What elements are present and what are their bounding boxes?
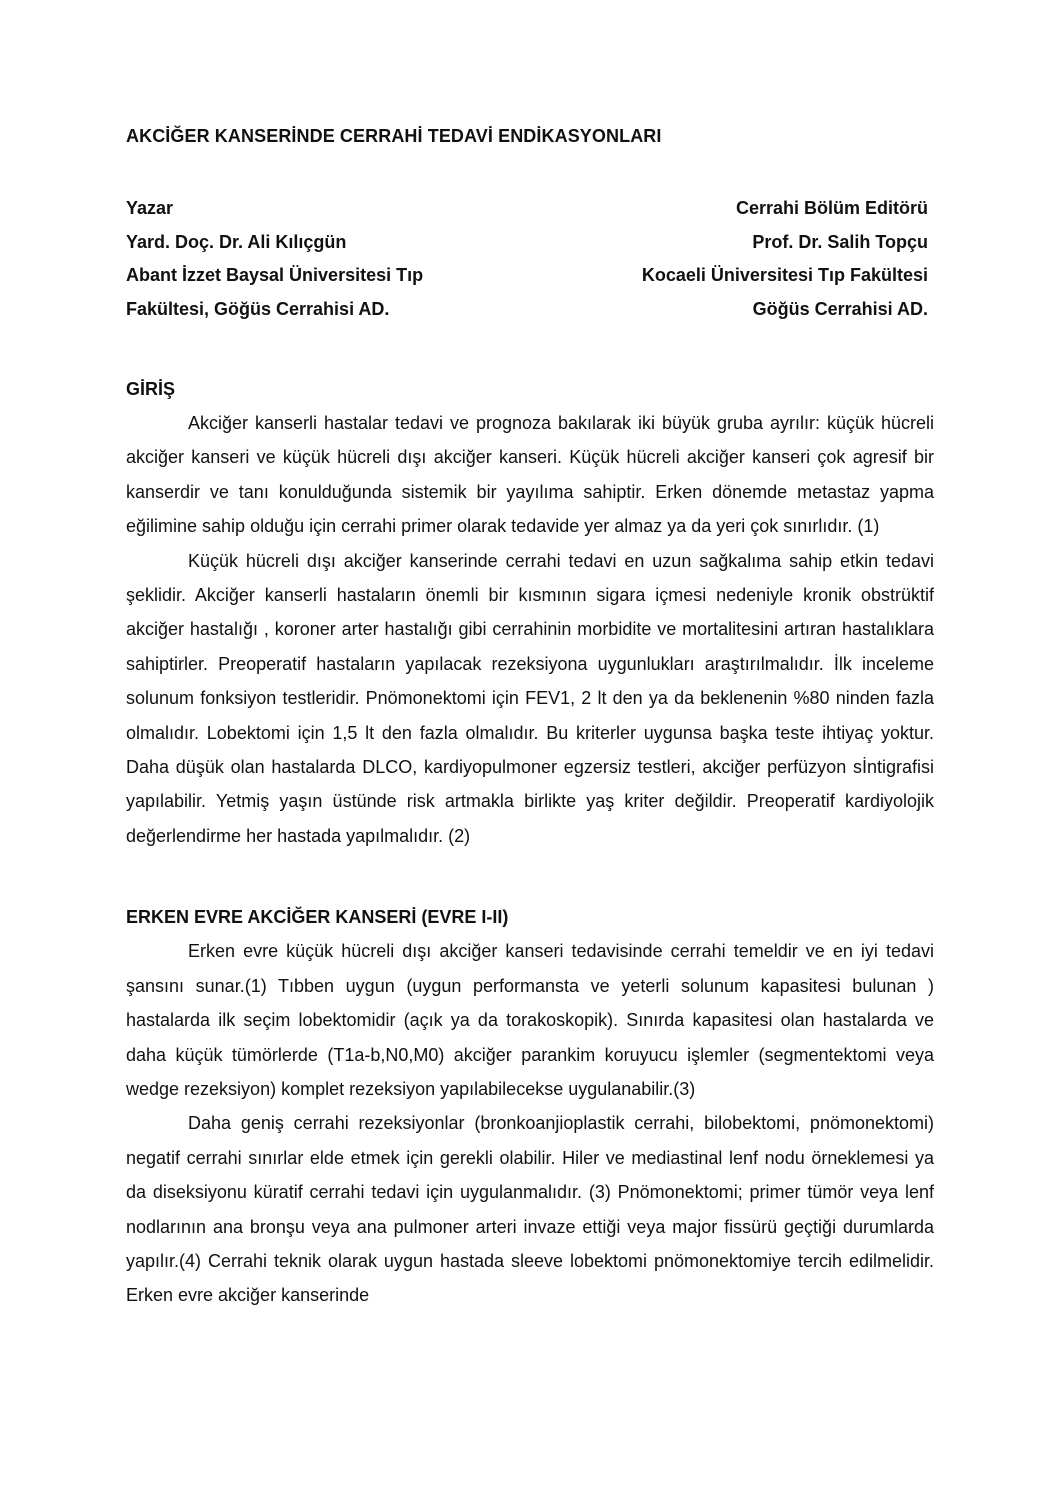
author-info: [126, 192, 928, 326]
author-name: Yard. Doç. Dr. Ali Kılıçgün: [126, 231, 347, 252]
author-affiliation-line2: Fakültesi, Göğüs Cerrahisi AD.: [126, 298, 390, 319]
section-heading-erken-evre: ERKEN EVRE AKCİĞER KANSERİ (EVRE I-II): [126, 907, 509, 928]
paragraph: Daha geniş cerrahi rezeksiyonlar (bronkoanjioplastik cerrahi, bilobektomi, pnömonektomi) negatif cerrahi sınırlar elde etmek için gerekli olabilir. Hiler ve mediastinal lenf nodu örneklemesi ya da diseksiyonu küratif cerrahi tedavi için uygulanmalıdır. (3) Pnömonektomi; primer tümör veya lenf nodlarının ana bronşu veya ana pulmoner arteri invaze ettiği veya major fissürü geçtiği durumlarda yapılır.(4) Cerrahi teknik olarak uygun hastada sleeve lobektomi pnömonektomiye tercih edilmelidir. Erken evre akciğer kanserinde: [126, 1113, 934, 1306]
editor-affiliation-line1: Kocaeli Üniversitesi Tıp Fakültesi: [641, 265, 928, 285]
author-affiliation-line1: Abant İzzet Baysal Üniversitesi Tıp: [126, 265, 424, 285]
section-heading-giris: GİRİŞ: [126, 379, 176, 399]
editor-block: [642, 192, 928, 326]
paragraph: Küçük hücreli dışı akciğer kanserinde cerrahi tedavi en uzun sağkalıma sahip etkin tedavi şeklidir. Akciğer kanserli hastaların önemli bir kısmının sigara içmesi nedeniyle kronik obstrüktif akciğer hastalığı , koroner arter hastalığı gibi cerrahinin morbidite ve mortalitesini artıran hastalıklara sahiptirler. Preoperatif hastaların yapılacak rezeksiyona uygunlukları araştırılmalıdır. İlk inceleme solunum fonksiyon testleridir. Pnömonektomi için FEV1, 2 lt den ya da beklenenin %80 ninden fazla olmalıdır. Lobektomi için 1,5 lt den fazla olmalıdır. Bu kriterler uygunsa başka teste ihtiyaç yoktur. Daha düşük olan hastalarda DLCO, kardiyopulmoner egzersiz testleri, akciğer perfüzyon sİntigrafisi yapılabilir. Yetmiş yaşın üstünde risk artmakla birlikte yaş kriter değildir. Preoperatif kardiyolojik değerlendirme her hastada yapılmalıdır. (2): [126, 550, 934, 846]
editor-label: Cerrahi Bölüm Editörü: [735, 198, 928, 218]
paragraph: Akciğer kanserli hastalar tedavi ve prognoza bakılarak iki büyük gruba ayrılır: küçük hücreli akciğer kanseri ve küçük hücreli dışı akciğer kanseri. Küçük hücreli akciğer kanseri çok agresif bir kanserdir ve tanı konulduğunda sistemik bir yayılıma sahiptir. Erken dönemde metastaz yapma eğilimine sahip olduğu için cerrahi primer olarak tedavide yer almaz ya da yeri çok sınırlıdır. (1): [126, 413, 934, 537]
paragraph: Erken evre küçük hücreli dışı akciğer kanseri tedavisinde cerrahi temeldir ve en iyi tedavi şansını sunar.(1) Tıbben uygun (uygun performansta ve yeterli solunum kapasitesi bulunan ) hastalarda ilk seçim lobektomidir (açık ya da torakoskopik). Sınırda kapasitesi olan hastalarda ve daha küçük tümörlerde (T1a-b,N0,M0) akciğer parankim koruyucu işlemler (segmentektomi veya wedge rezeksiyon) komplet rezeksiyon yapılabilecekse uygulanabilir.(3): [126, 941, 934, 1099]
author-block: [126, 192, 423, 326]
editor-affiliation-line2: Göğüs Cerrahisi AD.: [752, 298, 928, 319]
editor-name: Prof. Dr. Salih Topçu: [752, 231, 928, 252]
author-label: Yazar: [126, 198, 174, 218]
document-title: AKCİĞER KANSERİNDE CERRAHİ TEDAVİ ENDİKASYONLARI: [126, 126, 662, 146]
